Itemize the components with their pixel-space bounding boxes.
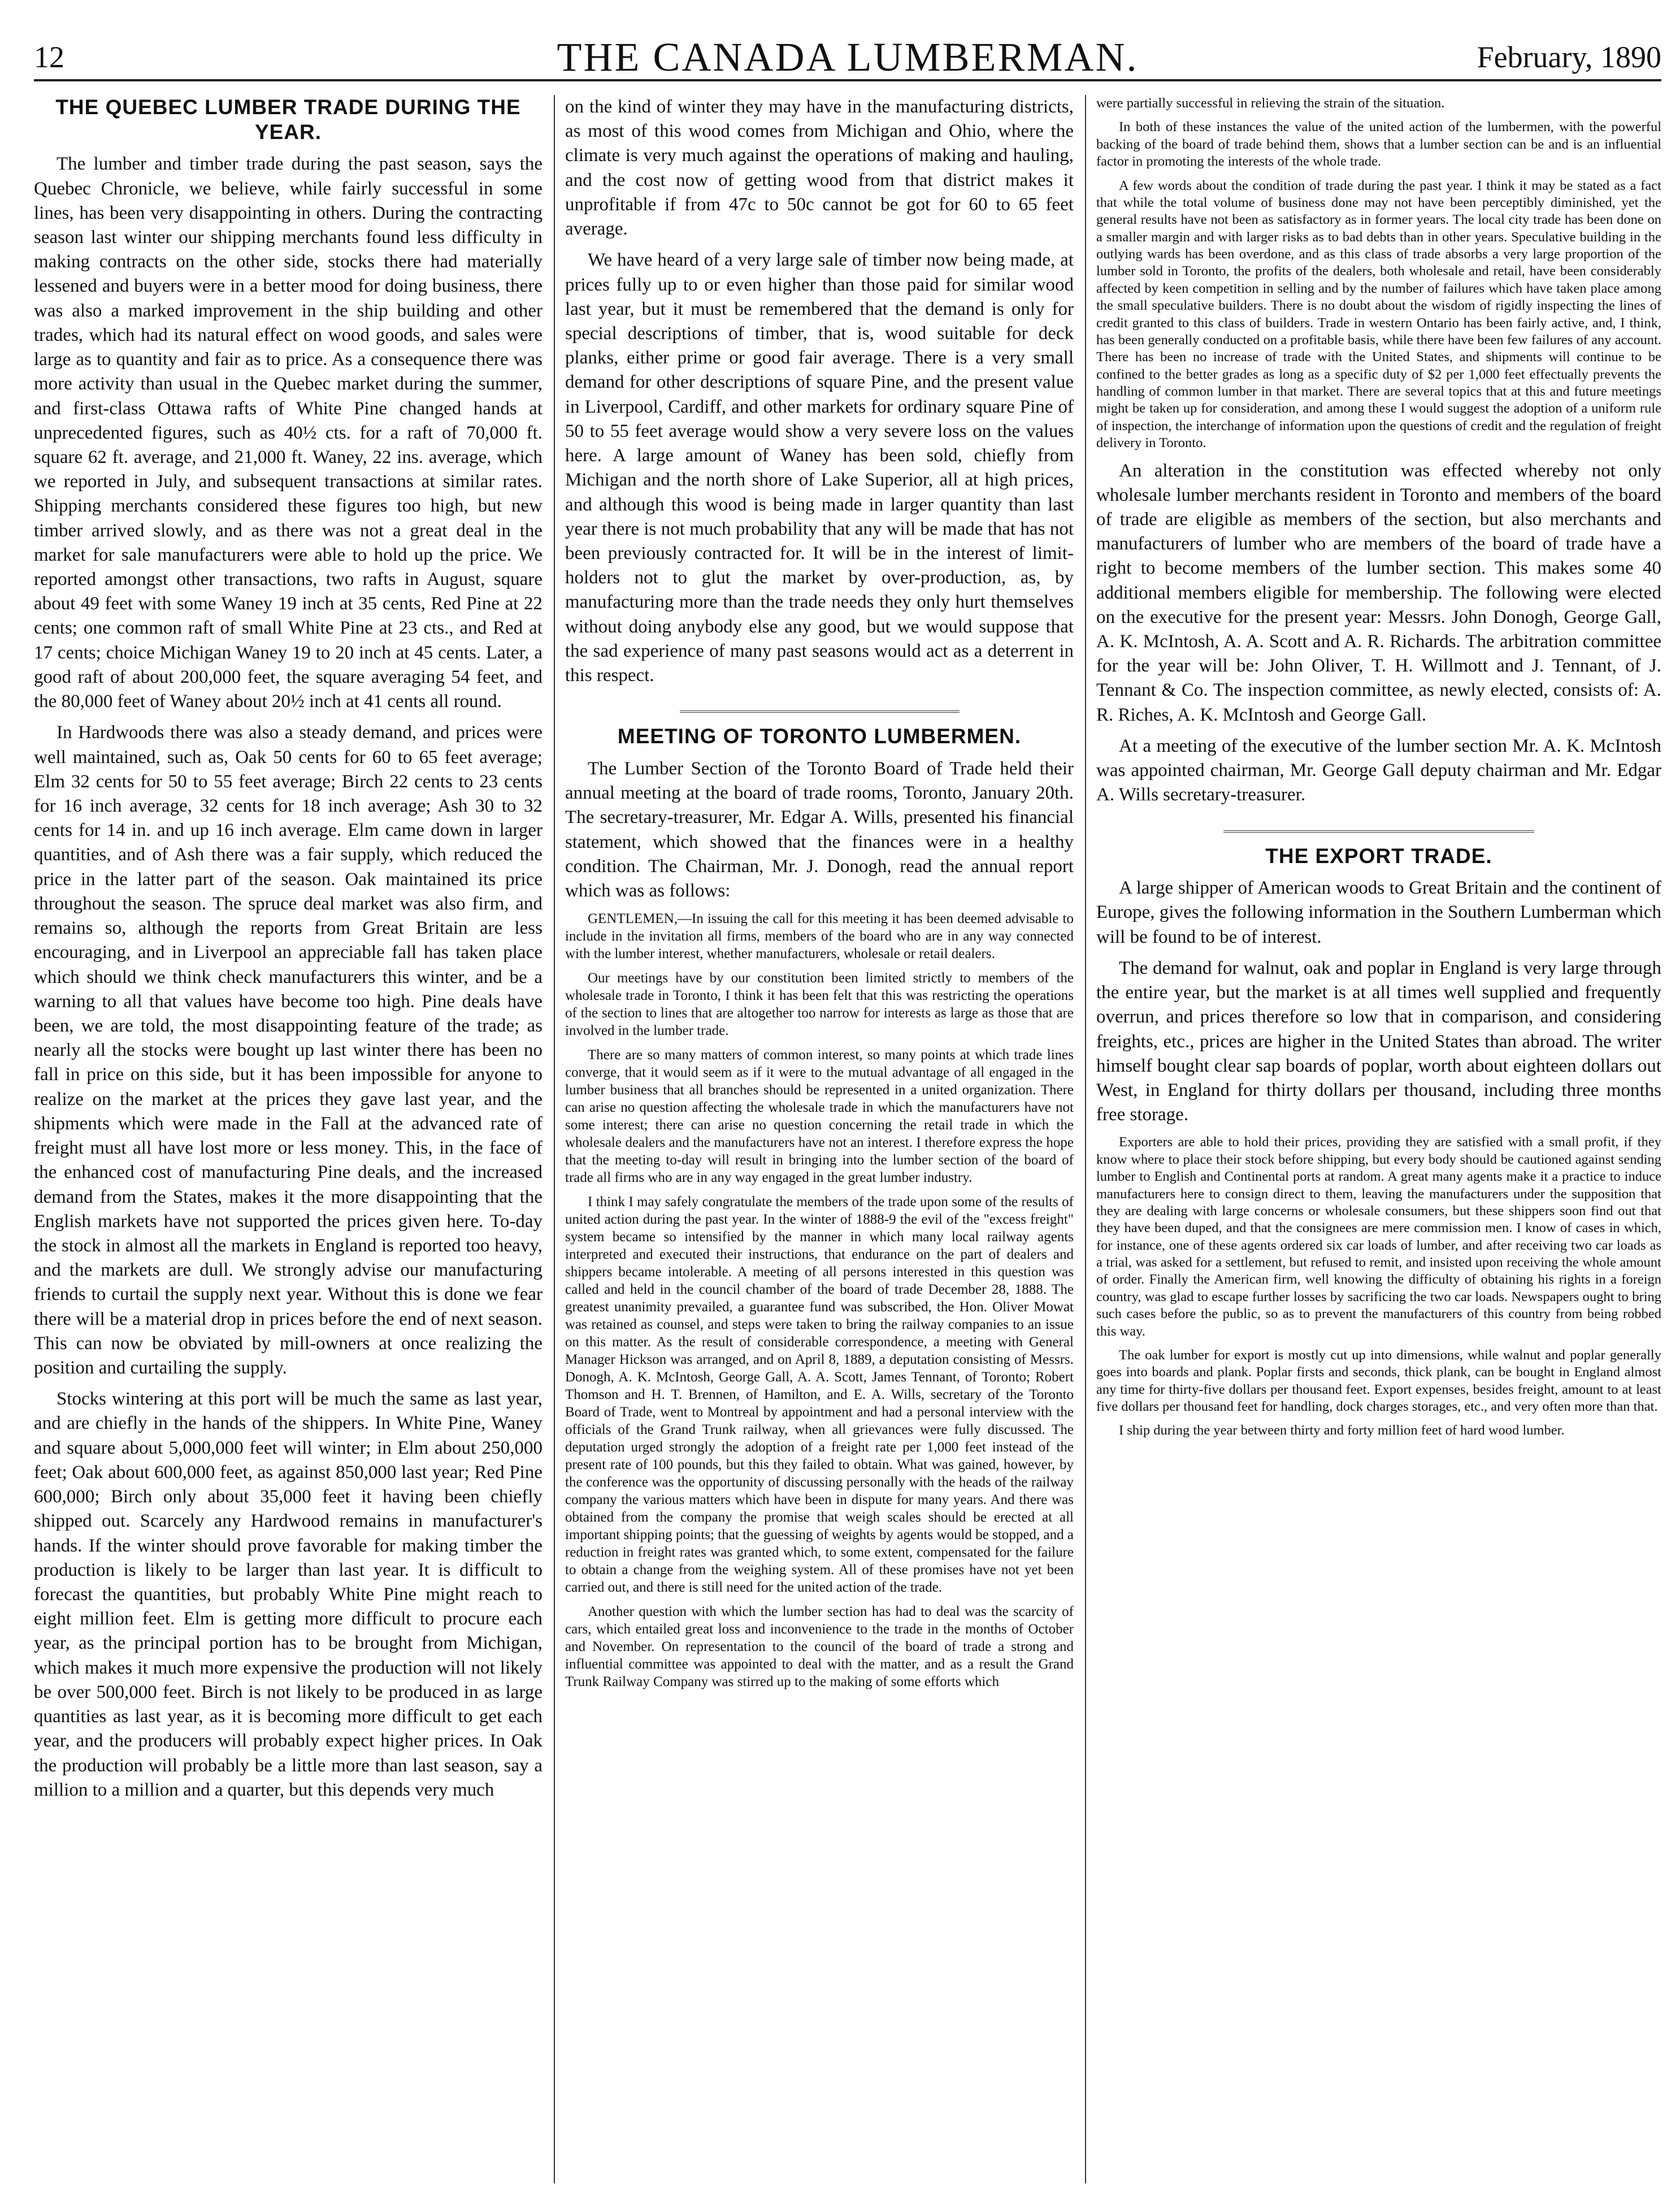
paragraph: The Lumber Section of the Toronto Board of Trade held their annual meeting at the board of trade rooms, Toronto, January 20th. The secretary-treasurer, Mr. Edgar A. Wills, presented his financial statement, which showed that the finances were in a healthy condition. The Chairman, Mr. J. Donogh, read the annual report which was as follows:: [565, 758, 1074, 901]
paragraph: I ship during the year between thirty and forty million feet of hard wood lumber.: [1119, 1423, 1565, 1438]
column-rule: [554, 95, 555, 2183]
column-3: [1096, 95, 1661, 2183]
masthead: THE CANADA LUMBERMAN.: [557, 34, 1139, 80]
paragraph: Stocks wintering at this port will be much the same as last year, and are chiefly in the hands of the shippers. In White Pine, Waney and square about 5,000,000 feet will winter; in Elm about 250,000 feet; Oak about 600,000 feet, as against 850,000 last year; Red Pine 600,000; Birch only about 35,000 feet it having been chiefly shipped out. Scarcely any Hardwood remains in manufacturer's hands. If the winter should prove favorable for making timber the production is likely to be larger than last year. It is difficult to forecast the quantities, but probably White Pine might reach to eight million feet. Elm is getting more difficult to procure each year, as the principal portion has to be brought from Michigan, which makes it much more expensive the production will not likely be over 500,000 feet. Birch is not likely to be produced in as large quantities as last year, as it is becoming more difficult to get each year, and the producers will probably expect higher prices. In Oak the production will probably be a little more than last season, say a million to a million and a quarter, but this depends very much: [34, 1389, 542, 1800]
paragraph: The oak lumber for export is mostly cut up into dimensions, while walnut and poplar generally goes into boards and plank. Poplar firsts and seconds, thick plank, can be bought in England almost any time for thirty-five dollars per thousand feet. Export expenses, besides freight, amount to at least five dollars per thousand feet for handling, dock charges storages, etc., and very often more than that.: [1096, 1347, 1661, 1415]
paragraph: A large shipper of American woods to Great Britain and the continent of Europe, gives the following information in the Southern Lumberman which will be found to be of interest.: [1096, 878, 1661, 947]
column-1: [34, 95, 542, 2183]
column-rule: [1085, 95, 1086, 2183]
paragraph: At a meeting of the executive of the lumber section Mr. A. K. McIntosh was appointed chairman, Mr. George Gall deputy chairman and Mr. Edgar A. Wills secretary-treasurer.: [1096, 735, 1661, 805]
report-paragraph: A few words about the condition of trade during the past year. I think it may be stated as a fact that while the total volume of business done may not have been perceptibly diminished, yet the general results have not been as satisfactory as in former years. The local city trade has been done on a smaller margin and with larger risks as to bad debts than in other years. Speculative building in the outlying wards has been overdone, and as this class of trade absorbs a very large proportion of the lumber sold in Toronto, the profits of the dealers, both wholesale and retail, have been considerably affected by keen competition in selling and by the number of failures which have taken place among the small speculative builders. There is no doubt about the wisdom of rigidly inspecting the lines of credit granted to this class of builders. Trade in western Ontario has been fairly active, and, I think, has been generally conducted on a profitable basis, while there have been few failures of any account. There has been no increase of trade with the United States, and shipments will continue to be confined to the better grades as long as a specific duty of $2 per 1,000 feet effectually prevents the handling of common lumber in that market. There are several topics that at this and future meetings might be taken up for consideration, and among these I would suggest the adoption of a uniform rule of inspection, the interchange of information upon the questions of credit and the regulation of freight delivery in Toronto.: [1096, 177, 1661, 451]
column-2: [565, 95, 1074, 2183]
section-divider: [680, 710, 960, 715]
article-title: THE EXPORT TRADE.: [1265, 844, 1492, 868]
page-number: 12: [34, 40, 64, 74]
report-paragraph: Our meetings have by our constitution been limited strictly to members of the wholesale trade in Toronto, I think it has been felt that this was restricting the operations of the section to lines that are altogether too narrow for interests as large as those that are involved in the lumber trade.: [565, 970, 1074, 1039]
report-paragraph: I think I may safely congratulate the members of the trade upon some of the results of united action during the past year. In the winter of 1888-9 the evil of the "excess freight" system became so intensified by the manner in which many local railway agents interpreted and executed their instructions, that endurance on the part of dealers and shippers became intolerable. A meeting of all persons interested in this question was called and held in the council chamber of the board of trade December 28, 1888. The greatest unanimity prevailed, a guarantee fund was subscribed, the Hon. Oliver Mowat was retained as counsel, and steps were taken to bring the railway companies to an issue on this matter. As the result of considerable correspondence, a meeting with General Manager Hickson was arranged, and on April 8, 1889, a deputation consisting of Messrs. Donogh, A. K. McIntosh, George Gall, A. A. Scott, James Tennant, of Toronto; Robert Thomson and H. T. Brennen, of Hamilton, and E. A. Wills, secretary of the Toronto Board of Trade, went to Montreal by appointment and had a personal interview with the officials of the Grand Trunk railway, when all grievances were fully discussed. The deputation urged strongly the adoption of a freight rate per 1,000 feet instead of the present rate of 100 pounds, but this they failed to obtain. What was gained, however, by the conference was the opportunity of discussing personally with the heads of the railway company the various matters which have been in dispute for many years. And there was obtained from the company the promise that weigh scales should be erected at all important shipping points; that the guessing of weights by agents would be stopped, and a reduction in freight rates was granted which, to some extent, compensated for the failure to obtain a change from the weighing system. All of these promises have not yet been carried out, and there is still need for the united action of the trade.: [565, 1194, 1074, 1596]
paragraph: An alteration in the constitution was effected whereby not only wholesale lumber merchants resident in Toronto and members of the board of trade are eligible as members of the section, but also merchants and manufacturers of lumber who are members of the board of trade have a right to become members of the lumber section. This makes some 40 additional members eligible for membership. The following were elected on the executive for the present year: Messrs. John Donogh, George Gall, A. K. McIntosh, A. A. Scott and A. R. Richards. The arbitration committee for the year will be: John Oliver, T. H. Willmott and J. Tennant, of J. Tennant & Co. The inspection committee, as newly elected, consists of: A. R. Riches, A. K. McIntosh and George Gall.: [1096, 460, 1661, 725]
paragraph: In Hardwoods there was also a steady demand, and prices were well maintained, such as, Oak 50 cents for 60 to 65 feet average; Elm 32 cents for 50 to 55 feet average; Birch 22 cents to 23 cents for 16 inch average, 32 cents for 18 inch average; Ash 30 to 32 cents for 14 in. and up 16 inch average. Elm came down in larger quantities, and of Ash there was a fair supply, which reduced the price in the latter part of the season. Oak maintained its price throughout the season. The spruce deal market was also firm, and remains so, although the reports from Great Britain are less encouraging, and in Liverpool an appreciable fall has taken place which should we think check manufacturers this winter, and be a warning to all that values have become too high. Pine deals have been, we are told, the most disappointing feature of the trade; as nearly all the stocks were bought up last winter there has been no fall in price on this side, but it has been impossible for anyone to realize on the market at the prices they gave last year, and the shipments which were made in the Fall at the advanced rate of freight must all have lost more or less money. This, in the face of the enhanced cost of manufacturing Pine deals, and the increased demand from the States, makes it the more disappointing that the English markets have not supported the prices given here. To-day the stock in almost all the markets in England is reported too heavy, and the markets are dull. We strongly advise our manufacturing friends to curtail the supply next year. Without this is done we fear there will be a material drop in prices before the end of next season. This can now be obviated by mill-owners at once realizing the position and curtailing the supply.: [34, 722, 542, 1379]
report-paragraph: GENTLEMEN,—In issuing the call for this meeting it has been deemed advisable to include in the invitation all firms, members of the board who are in any way connected with the lumber interest, whether manufacturers, wholesale or retail dealers.: [565, 911, 1074, 962]
report-paragraph: There are so many matters of common interest, so many points at which trade lines converge, that it would seem as if it were to the mutual advantage of all engaged in the lumber business that all branches should be represented in a united organization. There can arise no question affecting the wholesale trade in which the manufacturers have not some interest; there can arise no question concerning the retail trade in which the wholesale dealers and the manufacturers have not an interest. I therefore express the hope that the meeting to-day will result in bringing into the lumber section of the board of trade all firms who are in any way engaged in the great lumber industry.: [565, 1047, 1074, 1186]
paragraph: The demand for walnut, oak and poplar in England is very large through the entire year, but the market is at all times well supplied and frequently overrun, and prices therefore so low that in comparison, and considering freights, etc., prices are higher in the United States than abroad. The writer himself bought clear sap boards of poplar, worth about eighteen dollars out West, in England for thirty dollars per thousand, including three months free storage.: [1096, 957, 1661, 1125]
report-paragraph: Another question with which the lumber section has had to deal was the scarcity of cars, which entailed great loss and inconvenience to the trade in the months of October and November. On representation to the council of the board of trade a strong and influential committee was appointed to deal with the matter, and as a result the Grand Trunk Railway Company was stirred up to the making of some efforts which: [565, 1604, 1074, 1690]
article-title: THE QUEBEC LUMBER TRADE DURING THE YEAR.: [55, 96, 521, 144]
page-header: [34, 34, 1661, 81]
issue-date: February, 1890: [1477, 40, 1661, 74]
report-paragraph: were partially successful in relieving the strain of the situation.: [1096, 96, 1445, 111]
paragraph: We have heard of a very large sale of timber now being made, at prices fully up to or even higher than those paid for similar wood last year, but it must be remembered that the demand is only for special descriptions of timber, that is, wood suitable for deck planks, either prime or good fair average. There is a very small demand for other descriptions of square Pine, and the present value in Liverpool, Cardiff, and other markets for ordinary square Pine of 50 to 55 feet average would show a very severe loss on the values here. A large amount of Waney has been sold, chiefly from Michigan and the north shore of Lake Superior, all at high prices, and although this wood is being made in larger quantity than last year there is not much probability that any will be made that has not been previously contracted for. It will be in the interest of limit-holders not to glut the market by over-production, as, by manufacturing more than the trade needs they only hurt themselves without doing anybody else any good, but we would suppose that the sad experience of many past seasons would act as a deterrent in this respect.: [565, 250, 1074, 686]
paragraph: The lumber and timber trade during the past season, says the Quebec Chronicle, we believe, while fairly successful in some lines, has been very disappointing in others. During the contracting season last winter our shipping merchants found less difficulty in making contracts on the other side, stocks there had materially lessened and buyers were in a better mood for doing business, there was also a marked improvement in the ship building and other trades, which had its natural effect on wood goods, and sales were large as to quantity and fair as to price. As a consequence there was more activity than usual in the Quebec market during the summer, and first-class Ottawa rafts of White Pine changed hands at unprecedented figures, such as 40½ cts. for a raft of 70,000 ft. square 62 ft. average, and 21,000 ft. Waney, 22 ins. average, which we reported in July, and subsequent transactions at similar rates. Shipping merchants considered these figures too high, but new timber arrived slowly, and as there was not a great deal in the market for sale manufacturers were able to hold up the price. We reported amongst other transactions, two rafts in August, square about 49 feet with some Waney 19 inch at 35 cents, Red Pine at 22 cents; one common raft of small White Pine at 23 cts., and Red at 17 cents; choice Michigan Waney 19 to 20 inch at 45 cents. Later, a good raft of about 200,000 feet, the square averaging 54 feet, and the 80,000 feet of Waney about 20½ inch at 41 cents all round.: [34, 154, 542, 712]
paragraph: on the kind of winter they may have in the manufacturing districts, as most of this wood comes from Michigan and Ohio, where the climate is very much against the operations of making and hauling, and the cost now of getting wood from that district makes it unprofitable if from 47c to 50c cannot be got for 60 to 65 feet average.: [565, 97, 1074, 240]
paragraph: Exporters are able to hold their prices, providing they are satisfied with a small profit, if they know where to place their stock before shipping, but every body should be cautioned against sending lumber to English and Continental ports at random. A great many agents make it a practice to induce manufacturers here to consign direct to them, leaving the manufacturers under the supposition that they are dealing with large concerns or wholesale consumers, but these shippers soon find out that they have been duped, and that the consignees are mere commission men. I know of cases in which, for instance, one of these agents ordered six car loads of lumber, and after receiving two car loads as a trial, was asked for a settlement, but refused to remit, and insisted upon receiving the whole amount of order. Finally the American firm, well knowing the difficulty of obtaining his rights in a foreign country, was glad to escape further losses by sacrificing the two car loads. Newspapers ought to bring such cases before the public, so as to prevent the manufacturers of this country from being robbed this way.: [1096, 1134, 1661, 1339]
section-divider: [1223, 830, 1534, 835]
report-paragraph: In both of these instances the value of the united action of the lumbermen, with the powerful backing of the board of trade behind them, shows that a lumber section can be and is an influential factor in promoting the interests of the whole trade.: [1096, 119, 1661, 170]
article-title: MEETING OF TORONTO LUMBERMEN.: [617, 725, 1022, 748]
